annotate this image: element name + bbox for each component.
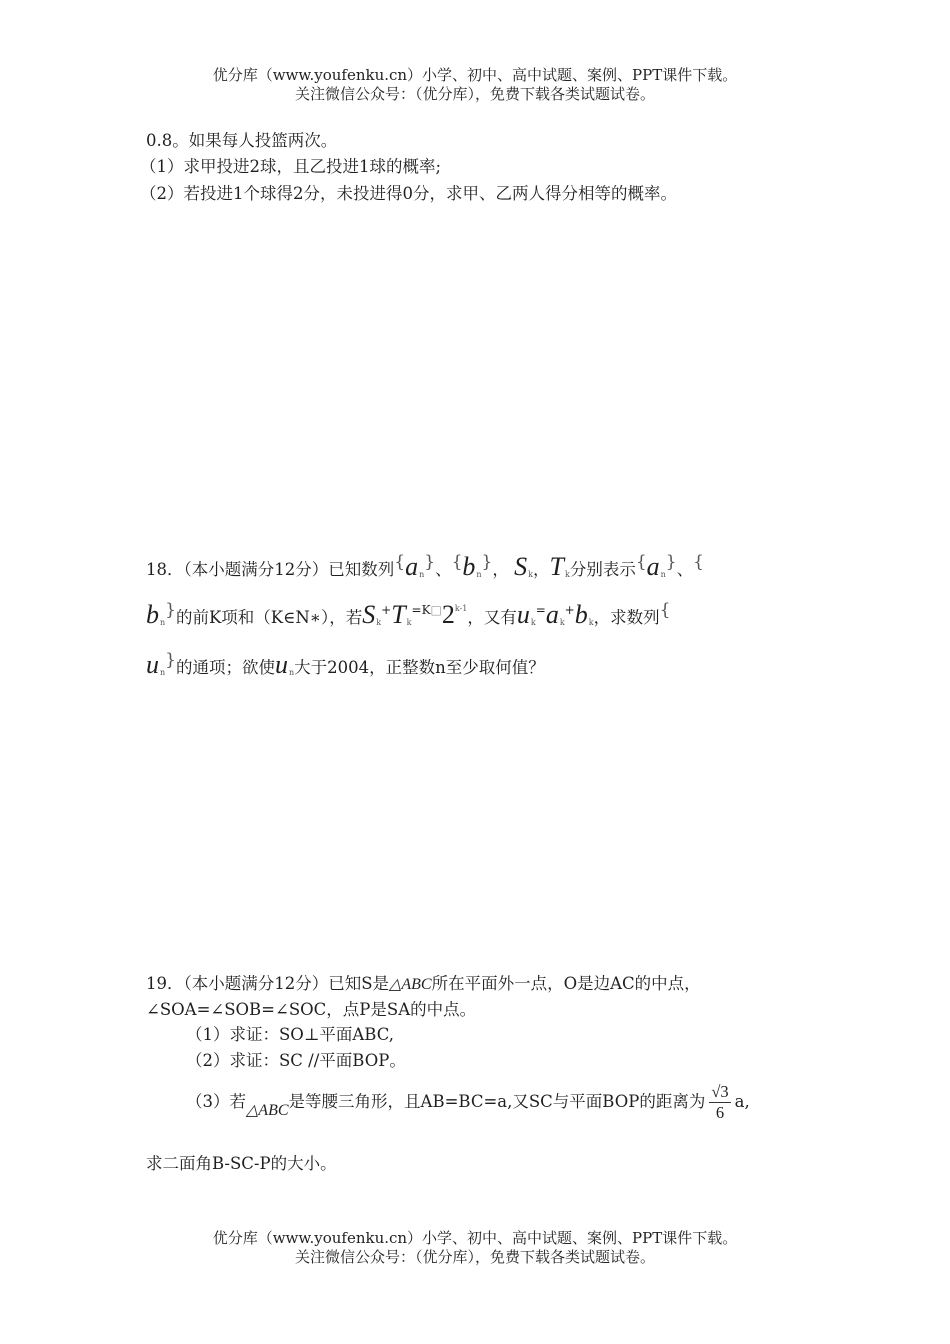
page-footer xyxy=(0,1229,950,1267)
sum-T: T xyxy=(549,552,564,581)
seq-a: a xyxy=(405,552,419,581)
header-line-1: 优分库（www.youfenku.cn）小学、初中、高中试题、案例、PPT课件下载。 xyxy=(212,66,738,84)
q18-tongxiang: 的通项；欲使 xyxy=(175,658,275,677)
q18-intro: 18．（本小题满分12分）已知数列 xyxy=(146,560,395,579)
q19-part-1: （1）求证：SO⊥平面ABC, xyxy=(186,1025,394,1044)
q19-line-1: 19．（本小题满分12分）已知S是△ABC所在平面外一点，O是边AC的中点， xyxy=(146,974,701,993)
footer-line-2: 关注微信公众号：（优分库），免费下载各类试题试卷。 xyxy=(294,1248,655,1266)
q18-line-2: $b_n$}的前K项和（K∈N∗），若$S_k^+T_k^{=K□}2^{k-1}$，又有$u_k^=a_k^+b_k$，求数列{ xyxy=(146,600,671,629)
q17-part-2: （2）若投进1个球得2分，未投进得0分，求甲、乙两人得分相等的概率。 xyxy=(140,184,677,203)
q19-last-line: 求二面角B-SC-P的大小。 xyxy=(146,1154,337,1173)
sum-S: S xyxy=(514,552,528,581)
q19-line-2: ∠SOA=∠SOB=∠SOC，点P是SA的中点。 xyxy=(146,1000,477,1019)
q19-part-2: （2）求证：SC //平面BOP。 xyxy=(186,1051,406,1070)
q18-dayu: 大于2004，正整数n至少取何值？ xyxy=(294,658,545,677)
q19-part-3: （3）若△ABC是等腰三角形，且AB=BC=a,又SC与平面BOP的距离为 $\frac{√3}{6}$ a, xyxy=(186,1082,750,1122)
q18-qian: 的前K项和（K∈N xyxy=(175,608,310,627)
page-header xyxy=(0,66,950,104)
fraction-sqrt3-over-6: $\frac{√3}{6}$ xyxy=(711,1082,729,1122)
q18-line-1: 18．（本小题满分12分）已知数列$\{a_n\}$、$\{b_n\}$， $S_k$，$T_k$分别表示$\{a_n\}$、{ xyxy=(146,552,704,581)
triangle-abc: △ABC xyxy=(389,976,432,993)
q17-part-1: （1）求甲投进2球，且乙投进1球的概率; xyxy=(140,157,442,176)
q18-line-3: $u_n$}的通项；欲使$u_n$大于2004，正整数n至少取何值？ xyxy=(146,650,545,679)
header-line-2: 关注微信公众号：（优分库），免费下载各类试题试卷。 xyxy=(294,85,655,103)
q17-continuation: 0.8。如果每人投篮两次。 xyxy=(146,131,338,150)
seq-b: b xyxy=(462,552,476,581)
footer-line-1: 优分库（www.youfenku.cn）小学、初中、高中试题、案例、PPT课件下载。 xyxy=(212,1229,738,1247)
